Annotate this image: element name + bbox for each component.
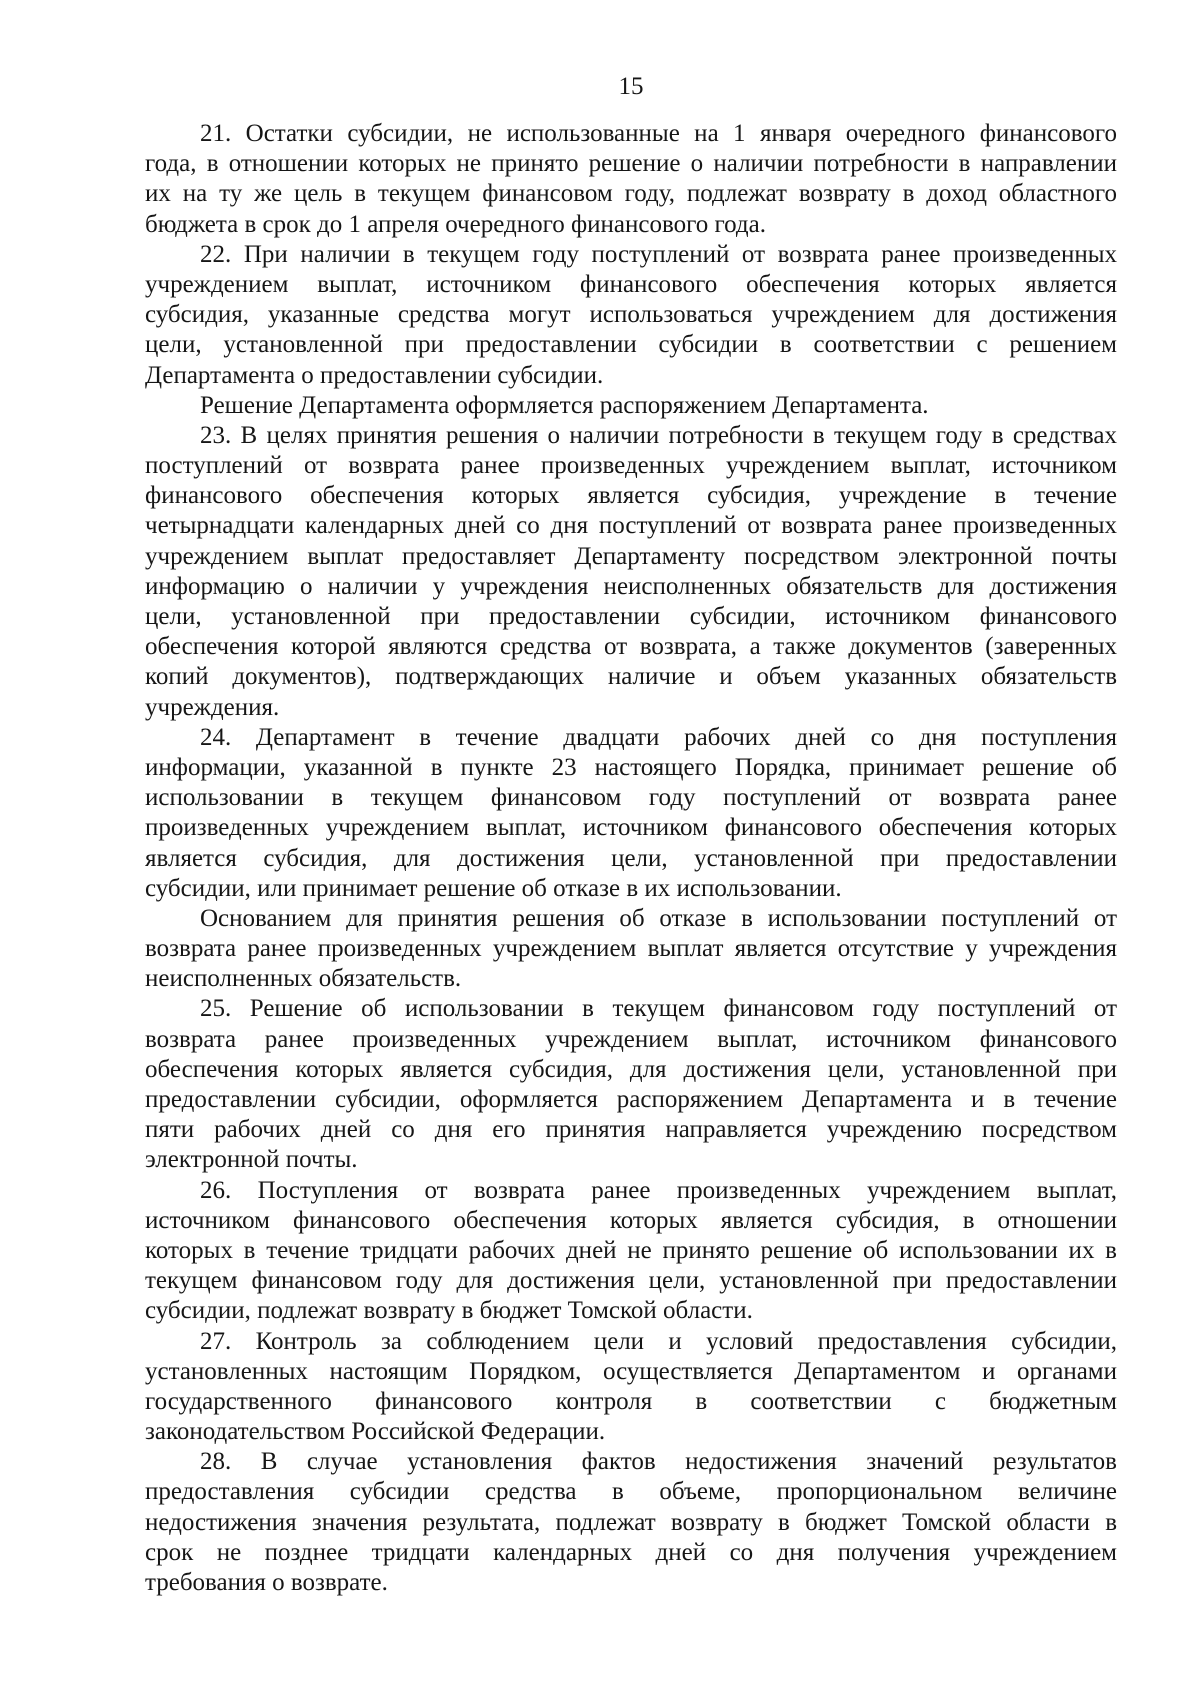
paragraph-23 (145, 421, 1117, 723)
text-line: цели, установленной при предоставлении субсидии, источником финансового (145, 603, 1117, 630)
text-line: года, в отношении которых не принято решение о наличии потребности в направлении (145, 150, 1117, 178)
text-line: произведенных учреждением выплат, источником финансового обеспечения которых (145, 814, 1117, 842)
text-line: недостижения значения результата, подлежат возврату в бюджет Томской области в (145, 1508, 1117, 1536)
text-line: поступлений от возврата ранее произведенных учреждением выплат, источником (145, 452, 1117, 480)
text-line: информацию о наличии у учреждения неисполненных обязательств для достижения (145, 572, 1117, 600)
paragraph-27 (145, 1327, 1117, 1448)
text-line: субсидия, указанные средства могут использоваться учреждением для достижения (145, 301, 1117, 329)
paragraph-22 (145, 240, 1117, 391)
text-line: учреждением выплат предоставляет Департаменту посредством электронной почты (145, 542, 1117, 570)
text-line: 27. Контроль за соблюдением цели и условий предоставления субсидии, (200, 1327, 1117, 1355)
paragraph-28 (145, 1447, 1117, 1598)
text-line: обеспечения которых является субсидия, для достижения цели, установленной при (145, 1055, 1117, 1083)
text-line: цели, установленной при предоставлении субсидии в соответствии с решением (145, 331, 1117, 359)
text-line: 25. Решение об использовании в текущем финансовом году поступлений от (200, 995, 1117, 1023)
paragraph-25 (145, 994, 1117, 1175)
text-line: 21. Остатки субсидии, не использованные на 1 января очередного финансового (200, 120, 1117, 147)
document-body (145, 119, 1117, 1598)
paragraph-24 (145, 723, 1117, 904)
paragraph-26 (145, 1176, 1117, 1327)
text-line: которых в течение тридцати рабочих дней не принято решение об использовании их в (145, 1236, 1117, 1264)
text-line: электронной почты. (145, 1146, 358, 1174)
text-line: субсидии, или принимает решение об отказе в их использовании. (145, 874, 842, 902)
text-line: четырнадцати календарных дней со дня поступлений от возврата ранее произведенных (145, 512, 1117, 540)
text-line: предоставлении субсидии, оформляется распоряжением Департамента и в течение (145, 1086, 1117, 1113)
text-line: финансового обеспечения которых является субсидия, учреждение в течение (145, 482, 1117, 510)
text-line: требования о возврате. (145, 1569, 388, 1596)
text-line: 22. При наличии в текущем году поступлений от возврата ранее произведенных (200, 240, 1117, 268)
text-line: является субсидия, для достижения цели, установленной при предоставлении (145, 844, 1117, 872)
page-number: 15 (618, 73, 644, 100)
text-line: 24. Департамент в течение двадцати рабочих дней со дня поступления (200, 723, 1117, 751)
text-line: Решение Департамента оформляется распоряжением Департамента. (200, 391, 929, 419)
text-line: их на ту же цель в текущем финансовом году, подлежат возврату в доход областного (145, 180, 1117, 208)
text-line: возврата ранее произведенных учреждением выплат является отсутствие у учреждения (145, 935, 1117, 963)
text-line: использовании в текущем финансовом году поступлений от возврата ранее (145, 784, 1117, 812)
text-line: обеспечения которой являются средства от возврата, а также документов (заверенных (145, 633, 1117, 661)
text-line: законодательством Российской Федерации. (145, 1418, 606, 1446)
text-line: 28. В случае установления фактов недостижения значений результатов (200, 1448, 1117, 1476)
text-line: неисполненных обязательств. (145, 965, 462, 993)
text-line: копий документов), подтверждающих наличие и объем указанных обязательств (145, 663, 1117, 691)
text-line: бюджета в срок до 1 апреля очередного финансового года. (145, 210, 766, 238)
text-line: государственного финансового контроля в соответствии с бюджетным (145, 1387, 1117, 1415)
text-line: субсидии, подлежат возврату в бюджет Томской области. (145, 1297, 753, 1325)
paragraph-21 (145, 119, 1117, 240)
text-line: предоставления субсидии средства в объеме, пропорциональном величине (145, 1478, 1117, 1506)
text-line: Основанием для принятия решения об отказе в использовании поступлений от (200, 904, 1117, 932)
text-line: возврата ранее произведенных учреждением выплат, источником финансового (145, 1025, 1117, 1053)
paragraph-24-grounds (145, 904, 1117, 995)
paragraph-22-decision (145, 391, 1117, 421)
text-line: источником финансового обеспечения которых является субсидия, в отношении (145, 1206, 1117, 1234)
text-line: срок не позднее тридцати календарных дней со дня получения учреждением (145, 1538, 1117, 1566)
text-line: пяти рабочих дней со дня его принятия направляется учреждению посредством (145, 1116, 1117, 1144)
text-line: 23. В целях принятия решения о наличии потребности в текущем году в средствах (200, 421, 1117, 449)
text-line: учреждением выплат, источником финансового обеспечения которых является (145, 270, 1117, 298)
text-line: Департамента о предоставлении субсидии. (145, 361, 604, 389)
text-line: установленных настоящим Порядком, осуществляется Департаментом и органами (145, 1357, 1117, 1385)
text-line: информации, указанной в пункте 23 настоящего Порядка, принимает решение об (145, 753, 1117, 781)
text-line: учреждения. (145, 693, 280, 721)
text-line: 26. Поступления от возврата ранее произведенных учреждением выплат, (200, 1176, 1117, 1204)
text-line: текущем финансовом году для достижения цели, установленной при предоставлении (145, 1267, 1117, 1295)
